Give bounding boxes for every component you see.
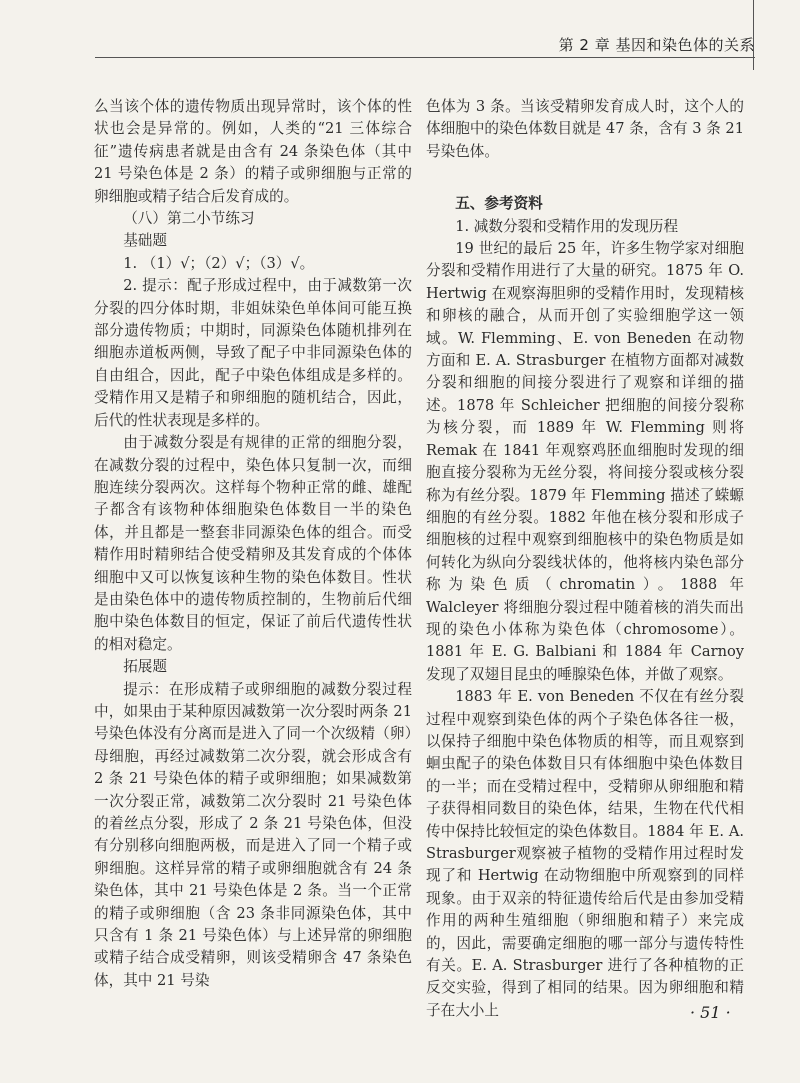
left-paragraph-1: 么当该个体的遗传物质出现异常时，该个体的性状也会是异常的。例如，人类的“21 三体综合征”遗传病患者就是由含有 24 条染色体（其中 21 号染色体是 2 条）的精子或卵细胞与正常的卵细胞或精子结合后发育成的。	[94, 98, 412, 205]
page-number: · 51 ·	[690, 1003, 731, 1022]
right-paragraph-1: 色体为 3 条。当该受精卵发育成人时，这个人的体细胞中的染色体数目就是 47 条，含有 3 条 21 号染色体。	[426, 98, 744, 160]
left-paragraph-explanation: 由于减数分裂是有规律的正常的细胞分裂，在减数分裂的过程中，染色体只复制一次，而细胞连续分裂两次。这样每个物种正常的雌、雄配子都含有该物种体细胞染色体数目一半的染色体，并且都是一整套非同源染色体的组合。而受精作用时精卵结合使受精卵及其发育成的个体体细胞中又可以恢复该种生物的染色体数目。性状是由染色体中的遗传物质控制的，生物前后代细胞中染色体数目的恒定，保证了前后代遗传性状的相对稳定。	[94, 434, 412, 653]
extension-answer: 提示：在形成精子或卵细胞的减数分裂过程中，如果由于某种原因减数第一次分裂时两条 21 号染色体没有分离而是进入了同一个次级精（卵）母细胞，再经过减数第二次分裂，就会形成含有 2 条 21 号染色体的精子或卵细胞；如果减数第一次分裂正常，减数第二次分裂时 21 号染色体的着丝点分裂，形成了 2 条 21 号染色体，但没有分别移向细胞两极，而是进入了同一个精子或卵细胞。这样异常的精子或卵细胞就含有 24 条染色体，其中 21 号染色体是 2 条。当一个正常的精子或卵细胞（含 23 条非同源染色体，其中只含有 1 条 21 号染色体）与上述异常的卵细胞或精子结合成受精卵，则该受精卵含 47 条染色体，其中 21 号染	[94, 680, 412, 989]
exercise-section-title: （八）第二小节练习	[123, 210, 255, 228]
subsection-title: 1. 减数分裂和受精作用的发现历程	[455, 217, 679, 235]
history-paragraph-1: 19 世纪的最后 25 年，许多生物学家对细胞分裂和受精作用进行了大量的研究。1875 年 O. Hertwig 在观察海胆卵的受精作用时，发现精核和卵核的融合，从而开创了实验细胞学这一领域。W. Flemming、E. von Beneden 在动物方面和 E. A. Strasburger 在植物方面都对减数分裂和细胞的间接分裂进行了观察和详细的描述。1878 年 Schleicher 把细胞的间接分裂称为核分裂，而 1889 年 W. Flemming 则将 Remak 在 1841 年观察鸡胚血细胞时发现的细胞直接分裂称为无丝分裂，将间接分裂或核分裂称为有丝分裂。1879 年 Flemming 描述了蝾螈细胞的有丝分裂。1882 年他在核分裂和形成子细胞核的过程中观察到细胞核中的染色物质是如何转化为纵向分裂线状体的，他将核内染色部分称为染色质（chromatin）。1888 年 Walcleyer 将细胞分裂过程中随着核的消失而出现的染色小体称为染色体（chromosome）。1881 年 E. G. Balbiani 和 1884 年 Carnoy 发现了双翅目昆虫的唾腺染色体，并做了观察。	[426, 240, 744, 683]
header-rule	[95, 57, 755, 58]
answer-2: 2. 提示：配子形成过程中，由于减数第一次分裂的四分体时期，非姐妹染色单体间可能互换部分遗传物质；中期时，同源染色体随机排列在细胞赤道板两侧，导致了配子中非同源染色体的自由组合，因此，配子中染色体组成是多样的。受精作用又是精子和卵细胞的随机结合，因此，后代的性状表现是多样的。	[94, 277, 412, 429]
chapter-title: 第 2 章 基因和染色体的关系	[558, 36, 755, 54]
running-header	[95, 0, 755, 70]
basic-questions-label: 基础题	[123, 232, 167, 250]
answer-1: 1. （1）√；（2）√；（3）√。	[123, 254, 315, 272]
section-heading: 五、参考资料	[455, 195, 543, 213]
left-column	[94, 96, 412, 992]
extension-questions-label: 拓展题	[123, 658, 167, 676]
right-column	[426, 96, 744, 1022]
margin-rule	[753, 0, 754, 70]
history-paragraph-2: 1883 年 E. von Beneden 不仅在有丝分裂过程中观察到染色体的两个子染色体各往一极，以保持子细胞中染色体物质的相等，而且观察到蛔虫配子的染色体数目只有体细胞中染色体数目的一半；而在受精过程中，受精卵从卵细胞和精子获得相同数目的染色体，结果，生物在代代相传中保持比较恒定的染色体数目。1884 年 E. A. Strasburger观察被子植物的受精作用过程时发现了和 Hertwig 在动物细胞中所观察到的同样现象。由于双亲的特征遗传给后代是由参加受精作用的两种生殖细胞（卵细胞和精子）来完成的，因此，需要确定细胞的哪一部分与遗传特性有关。E. A. Strasburger 进行了各种植物的正反交实验，得到了相同的结果。因为卵细胞和精子在大小上	[426, 688, 744, 1019]
